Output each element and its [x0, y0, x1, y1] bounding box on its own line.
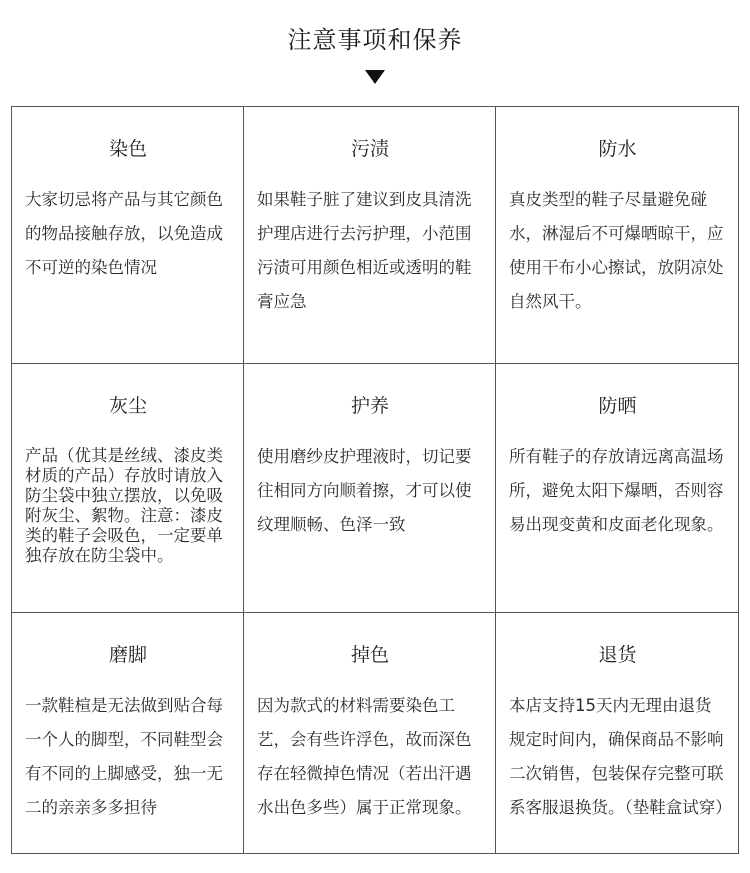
- cell-title: 护养: [350, 395, 389, 417]
- cell-body: 使用磨纱皮护理液时，切记要往相同方向顺着擦，才可以使纹理顺畅、色泽一致: [257, 447, 472, 534]
- cell-body: 所有鞋子的存放请远离高温场所，避免太阳下爆晒，否则容易出现变黄和皮面老化现象。: [509, 447, 724, 534]
- care-cell-stains: [244, 107, 496, 364]
- cell-body: 大家切忌将产品与其它颜色的物品接触存放，以免造成不可逆的染色情况: [25, 190, 223, 277]
- cell-title: 污渍: [350, 138, 389, 160]
- cell-body: 一款鞋楦是无法做到贴合每一个人的脚型，不同鞋型会有不同的上脚感受，独一无二的亲亲多多担待: [25, 696, 223, 817]
- care-cell-sun-protection: [496, 364, 738, 613]
- cell-title: 灰尘: [108, 395, 147, 417]
- care-cell-color-fading: [244, 613, 496, 853]
- cell-title: 防水: [598, 138, 637, 160]
- down-arrow-icon: [365, 70, 385, 84]
- care-cell-dust: [12, 364, 244, 613]
- cell-body: 如果鞋子脏了建议到皮具清洗护理店进行去污护理，小范围污渍可用颜色相近或透明的鞋膏应急: [257, 190, 472, 311]
- page-title: 注意事项和保养: [287, 26, 463, 54]
- cell-body: 因为款式的材料需要染色工艺，会有些许浮色，故而深色存在轻微掉色情况（若出汗遇水出色多些）属于正常现象。: [257, 696, 472, 817]
- care-cell-maintenance: [244, 364, 496, 613]
- cell-title: 防晒: [598, 395, 637, 417]
- cell-title: 退货: [598, 644, 637, 666]
- cell-body: 真皮类型的鞋子尽量避免碰水，淋湿后不可爆晒晾干，应使用干布小心擦试，放阴凉处自然风干。: [509, 190, 724, 311]
- care-cell-waterproof: [496, 107, 738, 364]
- cell-body: 产品（优其是丝绒、漆皮类材质的产品）存放时请放入防尘袋中独立摆放，以免吸附灰尘、絮物。注意：漆皮类的鞋子会吸色，一定要单独存放在防尘袋中。: [25, 446, 223, 565]
- care-cell-foot-rubbing: [12, 613, 244, 853]
- cell-body: 本店支持15天内无理由退货规定时间内，确保商品不影响二次销售，包装保存完整可联系客服退换货。（垫鞋盒试穿）: [509, 696, 732, 817]
- cell-title: 染色: [108, 138, 147, 160]
- cell-title: 掉色: [350, 644, 389, 666]
- care-instructions-table: [11, 106, 739, 854]
- care-cell-returns: [496, 613, 738, 853]
- care-cell-dyeing: [12, 107, 244, 364]
- cell-title: 磨脚: [108, 644, 147, 666]
